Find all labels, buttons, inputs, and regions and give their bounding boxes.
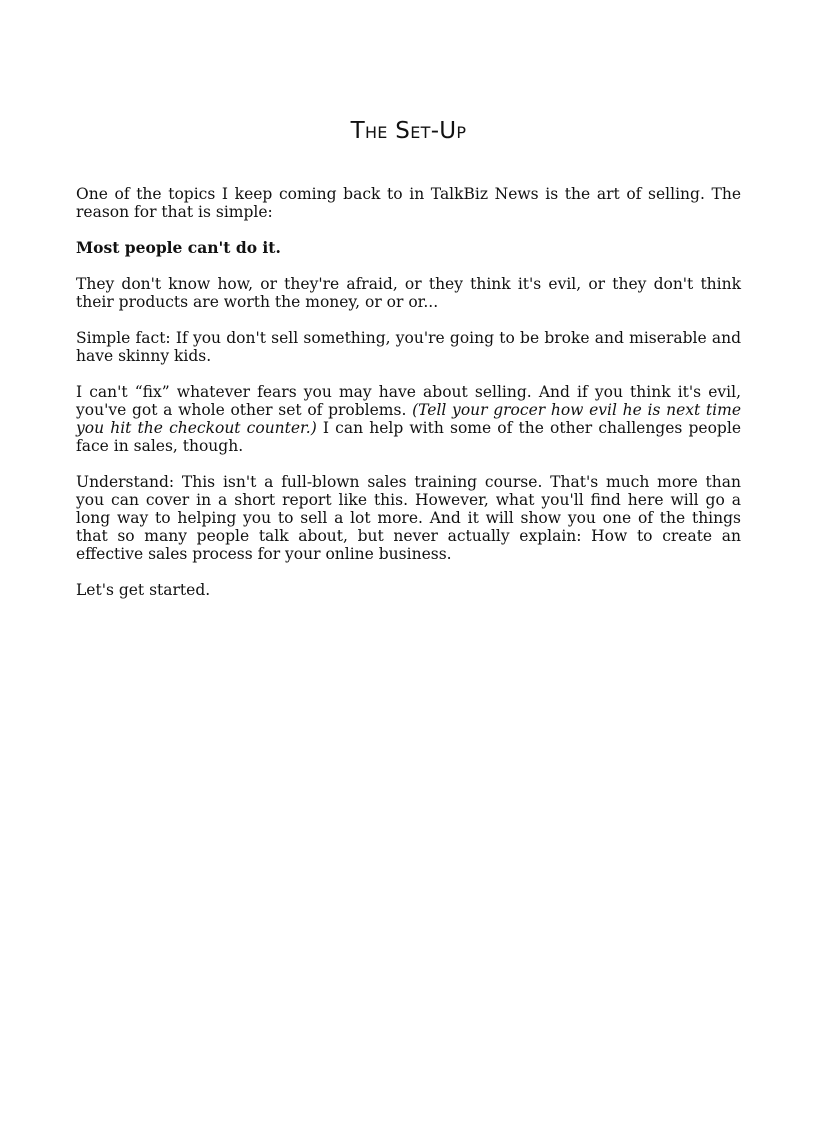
paragraph-intro: One of the topics I keep coming back to in TalkBiz News is the art of selling. The reason for that is simple:: [76, 185, 741, 221]
paragraph-fears-italic: (Tell your grocer how evil he is next time you hit the checkout counter.): [76, 401, 741, 437]
paragraph-fears-text-c: I can help with some of the other challenges people face in sales, though.: [76, 419, 741, 455]
page-title: The Set-Up: [350, 118, 467, 144]
paragraph-fears-text-a: I can't “fix” whatever fears you may have about selling. And if you think it's evil, you've got a whole other set of problems.: [76, 383, 741, 419]
paragraph-fears: [76, 383, 741, 455]
paragraph-reasons: They don't know how, or they're afraid, or they think it's evil, or they don't think their products are worth the money, or or or...: [76, 275, 741, 311]
document-body: [76, 185, 741, 617]
paragraph-understand: Understand: This isn't a full-blown sales training course. That's much more than you can cover in a short report like this. However, what you'll find here will go a long way to helping you to sell a lot more. And it will show you one of the things that so many people talk about, but never actually explain: How to create an effective sales process for your online business.: [76, 473, 741, 563]
paragraph-simple-fact: Simple fact: If you don't sell something, you're going to be broke and miserable and have skinny kids.: [76, 329, 741, 365]
paragraph-closing: Let's get started.: [76, 581, 211, 599]
paragraph-bold-statement: Most people can't do it.: [76, 238, 281, 257]
